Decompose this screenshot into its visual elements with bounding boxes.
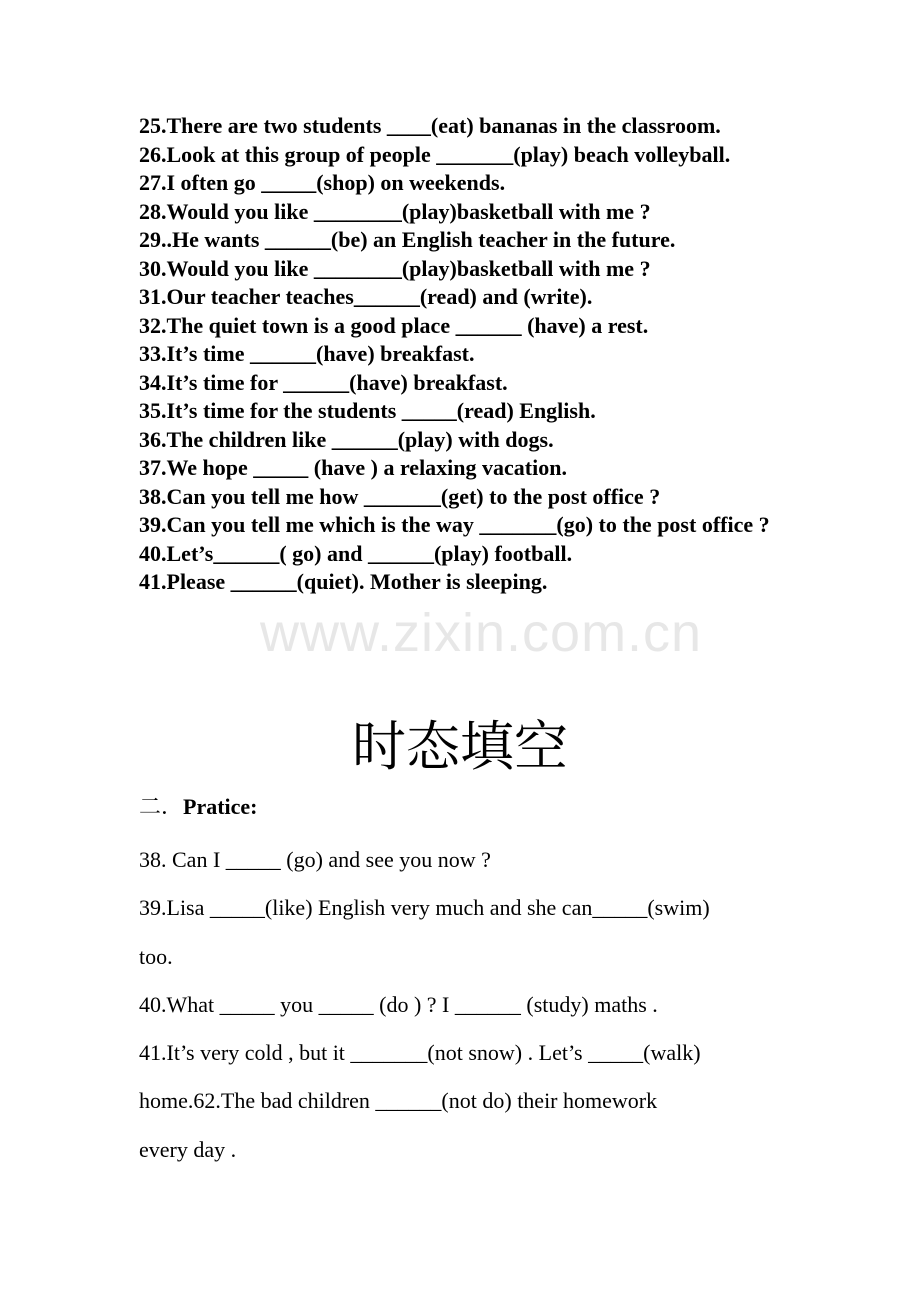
exercise-item: 30.Would you like ________(play)basketball with me ? (139, 255, 651, 281)
exercise-line: every day . (139, 1136, 237, 1162)
exercise-item: 34.It’s time for ______(have) breakfast. (139, 369, 508, 395)
exercise-list-part2 (139, 836, 789, 1174)
exercise-item: 27.I often go _____(shop) on weekends. (139, 170, 506, 195)
exercise-item: 35.It’s time for the students _____(read) English. (139, 398, 596, 423)
exercise-item: 41.Please ______(quiet). Mother is sleeping. (139, 569, 548, 594)
exercise-item: 31.Our teacher teaches______(read) and (write). (139, 284, 593, 309)
exercise-list-part1 (139, 112, 789, 597)
watermark: www.zixin.com.cn (260, 603, 703, 663)
exercise-item: 26.Look at this group of people _______(play) beach volleyball. (139, 141, 731, 167)
exercise-line: 41.It’s very cold , but it _______(not snow) . Let’s _____(walk) (139, 1040, 701, 1066)
exercise-item: 36.The children like ______(play) with dogs. (139, 426, 554, 452)
exercise-item: 39.Can you tell me which is the way _______(go) to the post office ? (139, 512, 770, 537)
exercise-item: 33.It’s time ______(have) breakfast. (139, 341, 475, 366)
exercise-item: 32.The quiet town is a good place ______ (have) a rest. (139, 312, 649, 338)
practice-label: Pratice: (183, 794, 258, 819)
exercise-item: 28.Would you like ________(play)basketball with me ? (139, 198, 651, 224)
exercise-item: 29..He wants ______(be) an English teacher in the future. (139, 227, 676, 252)
exercise-line: home.62.The bad children ______(not do) their homework (139, 1088, 658, 1114)
exercise-item: 37.We hope _____ (have ) a relaxing vacation. (139, 455, 567, 480)
exercise-line: 38. Can I _____ (go) and see you now ? (139, 847, 491, 872)
practice-number: 二． (139, 795, 184, 820)
exercise-line: 39.Lisa _____(like) English very much and she can_____(swim) (139, 895, 710, 921)
section-title: 时态填空 (352, 715, 568, 778)
exercise-item: 25.There are two students ____(eat) bananas in the classroom. (139, 113, 721, 138)
exercise-line: too. (139, 943, 173, 969)
exercise-item: 40.Let’s______( go) and ______(play) football. (139, 540, 573, 566)
exercise-line: 40.What _____ you _____ (do ) ? I ______ (study) maths . (139, 991, 658, 1017)
practice-heading (139, 792, 258, 823)
exercise-item: 38.Can you tell me how _______(get) to the post office ? (139, 483, 661, 509)
